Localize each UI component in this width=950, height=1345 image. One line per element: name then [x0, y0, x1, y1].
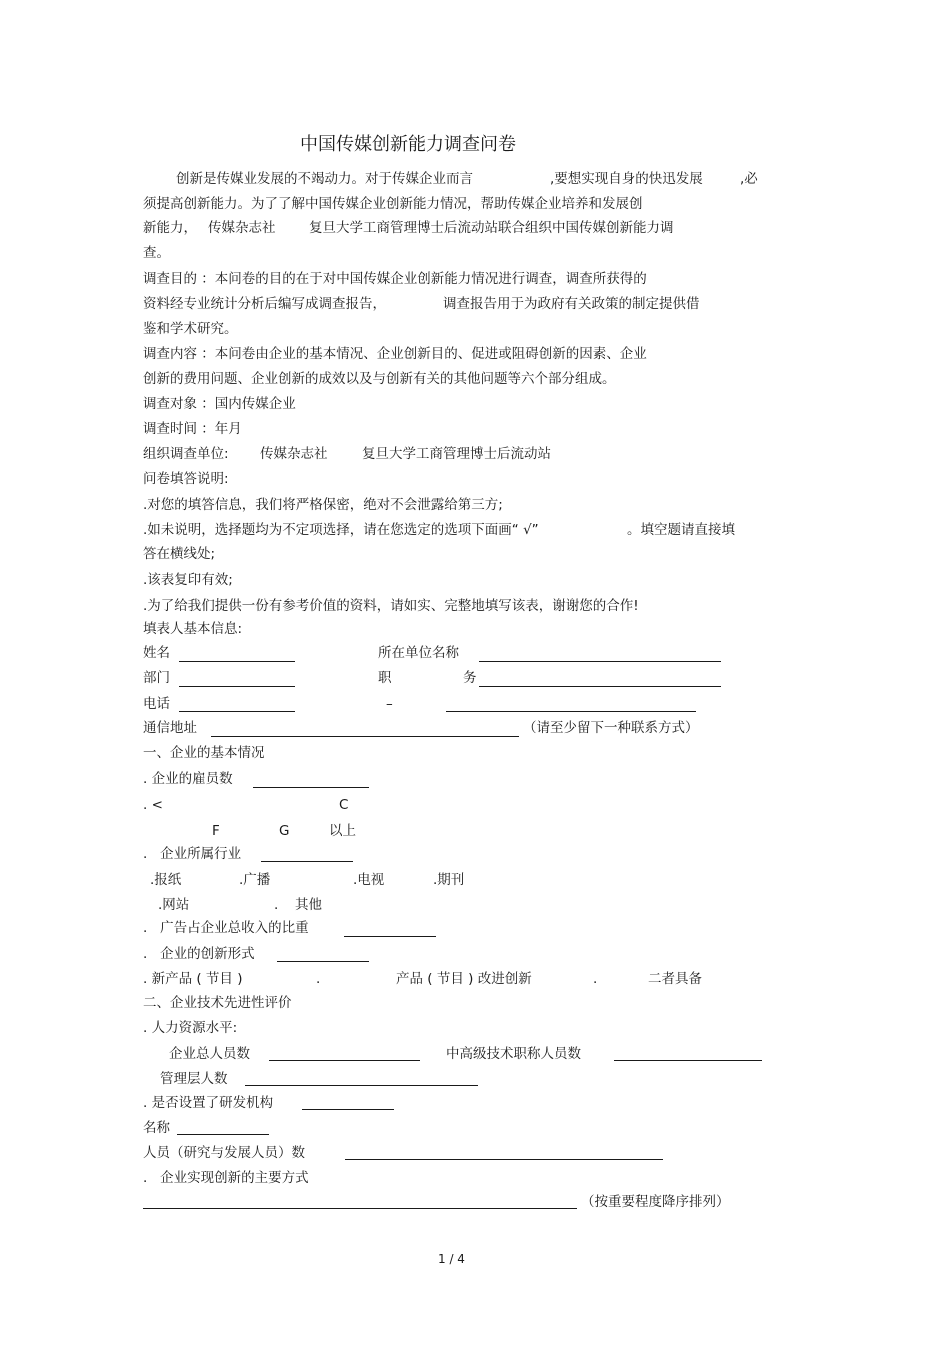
q-innovation-form: . 企业的创新形式	[143, 946, 255, 962]
intro-line-1c: ,必	[740, 171, 758, 187]
purpose-line-1: 调查目的 ：本问卷的目的在于对中国传媒企业创新能力情况进行调查，调查所获得的	[143, 271, 647, 287]
address-note: （请至少留下一种联系方式）	[523, 720, 699, 736]
industry-option-dot: .	[274, 897, 279, 913]
unit-blank[interactable]	[479, 661, 721, 662]
name-label: 姓名	[143, 645, 170, 661]
unit-label: 所在单位名称	[378, 645, 459, 661]
page-number: 1 / 4	[438, 1252, 465, 1266]
phone-blank[interactable]	[179, 711, 295, 712]
innovation-option-both[interactable]: 二者具备	[648, 971, 702, 987]
phone-blank-2[interactable]	[446, 711, 696, 712]
intro-line-3a: 新能力，	[143, 220, 197, 236]
dept-label: 部门	[143, 670, 170, 686]
rd-staff-blank[interactable]	[345, 1159, 663, 1160]
innovation-option-new[interactable]: . 新产品 ( 节目 )	[143, 971, 243, 987]
name-blank[interactable]	[179, 661, 295, 662]
instruction-2b: 。填空题请直接填	[627, 522, 735, 538]
industry-option-newspaper[interactable]: .报纸	[150, 872, 182, 888]
content-line-1: 调查内容 ：本问卷由企业的基本情况、企业创新目的、促进或阻碍创新的因素、企业	[143, 346, 647, 362]
innovation-mode-blank[interactable]	[143, 1208, 577, 1209]
section-2-heading: 二、企业技术先进性评价	[143, 995, 292, 1011]
org-a: 传媒杂志社	[260, 446, 328, 462]
intro-line-3c: 复旦大学工商管理博士后流动站联合组织中国传媒创新能力调	[309, 220, 674, 236]
rd-name-label: 名称	[143, 1120, 170, 1136]
q-rd-institution: . 是否设置了研发机构	[143, 1095, 274, 1111]
intro-line-2: 须提高创新能力。为了了解中国传媒企业创新能力情况，帮助传媒企业培养和发展创	[143, 196, 643, 212]
position-blank[interactable]	[479, 686, 721, 687]
rd-staff-label: 人员（研究与发展人员）数	[143, 1145, 305, 1161]
instruction-2c: 答在横线处;	[143, 546, 216, 562]
innovation-mode-note: （按重要程度降序排列）	[581, 1194, 730, 1210]
page-title: 中国传媒创新能力调查问卷	[300, 134, 516, 155]
total-staff-label: 企业总人员数	[169, 1046, 250, 1062]
instructions-heading: 问卷填答说明:	[143, 471, 229, 487]
rd-institution-blank[interactable]	[302, 1109, 394, 1110]
q-employees: . 企业的雇员数	[143, 771, 233, 787]
purpose-line-3: 鉴和学术研究。	[143, 321, 238, 337]
industry-blank[interactable]	[261, 861, 353, 862]
rd-name-blank[interactable]	[177, 1134, 269, 1135]
survey-time: 调查时间 ：年月	[143, 421, 242, 437]
phone-dash: –	[386, 696, 393, 712]
q-hr-level: . 人力资源水平:	[143, 1020, 238, 1036]
senior-staff-blank[interactable]	[614, 1060, 762, 1061]
q-industry: . 企业所属行业	[143, 846, 242, 862]
management-label: 管理层人数	[160, 1071, 228, 1087]
org-b: 复旦大学工商管理博士后流动站	[362, 446, 551, 462]
org-label: 组织调查单位:	[143, 446, 229, 462]
industry-option-radio[interactable]: .广播	[239, 872, 271, 888]
management-blank[interactable]	[245, 1085, 478, 1086]
industry-option-tv[interactable]: .电视	[353, 872, 385, 888]
instruction-1: .对您的填答信息，我们将严格保密，绝对不会泄露给第三方;	[143, 497, 503, 513]
address-blank[interactable]	[211, 736, 519, 737]
senior-staff-label: 中高级技术职称人员数	[446, 1046, 581, 1062]
intro-line-1: 创新是传媒业发展的不竭动力。对于传媒企业而言	[176, 171, 473, 187]
employees-option-c[interactable]: C	[339, 797, 349, 813]
employees-option-lt[interactable]: . <	[143, 797, 163, 813]
industry-option-website[interactable]: .网站	[158, 897, 190, 913]
position-label-b: 务	[463, 670, 477, 686]
q-ad-ratio: . 广告占企业总收入的比重	[143, 920, 309, 936]
ad-ratio-blank[interactable]	[344, 936, 436, 937]
dept-blank[interactable]	[179, 686, 295, 687]
intro-line-4: 查。	[143, 245, 170, 261]
position-label-a: 职	[378, 670, 392, 686]
innovation-option-dot-2: .	[593, 971, 598, 987]
employees-blank[interactable]	[253, 787, 369, 788]
info-heading: 填表人基本信息:	[143, 621, 243, 637]
address-label: 通信地址	[143, 720, 197, 736]
intro-line-1b: ,要想实现自身的快迅发展	[550, 171, 703, 187]
industry-option-other[interactable]: 其他	[295, 897, 322, 913]
instruction-4: .为了给我们提供一份有参考价值的资料，请如实、完整地填写该表，谢谢您的合作!	[143, 598, 639, 614]
instruction-3: .该表复印有效;	[143, 572, 233, 588]
instruction-2a: .如未说明，选择题均为不定项选择，请在您选定的选项下面画“ √”	[143, 522, 539, 538]
survey-target: 调查对象 ：国内传媒企业	[143, 396, 296, 412]
innovation-option-improve[interactable]: 产品 ( 节目 ) 改进创新	[396, 971, 532, 987]
employees-option-g[interactable]: G	[279, 823, 290, 839]
q-innovation-mode: . 企业实现创新的主要方式	[143, 1170, 309, 1186]
innovation-option-dot-1: .	[316, 971, 321, 987]
industry-option-magazine[interactable]: .期刊	[433, 872, 465, 888]
purpose-line-2b: 调查报告用于为政府有关政策的制定提供借	[443, 296, 700, 312]
employees-option-f[interactable]: F	[212, 823, 220, 839]
total-staff-blank[interactable]	[269, 1060, 420, 1061]
section-1-heading: 一、企业的基本情况	[143, 745, 265, 761]
content-line-2: 创新的费用问题、企业创新的成效以及与创新有关的其他问题等六个部分组成。	[143, 371, 616, 387]
phone-label: 电话	[143, 696, 170, 712]
employees-option-above[interactable]: 以上	[329, 823, 356, 839]
innovation-form-blank[interactable]	[277, 961, 369, 962]
intro-line-3b: 传媒杂志社	[208, 220, 276, 236]
purpose-line-2a: 资料经专业统计分析后编写成调查报告，	[143, 296, 386, 312]
